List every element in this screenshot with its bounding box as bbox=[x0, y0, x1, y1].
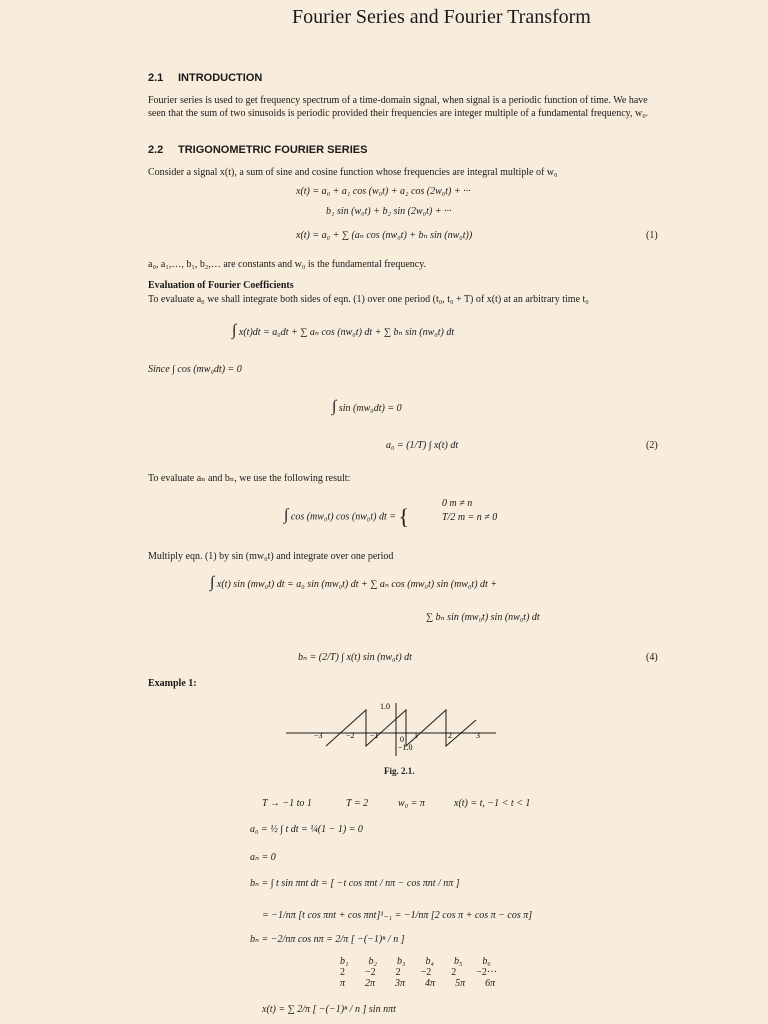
tick-2: 2 bbox=[448, 731, 452, 740]
tick-3: 3 bbox=[476, 731, 480, 740]
constants-note: a₀, a₁,…, b₁, b₂,… are constants and w₀ is the fundamental frequency. bbox=[148, 259, 427, 270]
equation-number-1: (1) bbox=[646, 230, 658, 241]
y-label-top: 1.0 bbox=[380, 702, 390, 711]
integral-equation: ∫ x(t)dt = a₀dt + ∑ aₙ cos (nw₀t) dt + ∑ bₙ sin (nw₀t) dt bbox=[232, 322, 455, 339]
sin-zero-line: ∫ sin (mw₀dt) = 0 bbox=[332, 398, 402, 415]
param-period: T = 2 bbox=[346, 798, 369, 809]
section-heading-intro: 2.1 INTRODUCTION bbox=[148, 72, 263, 84]
intro-paragraph: Fourier series is used to get frequency spectrum of a time-domain signal, when signal is a periodic function of time. We have seen that the sum of two sinusoids is periodic provided their frequencies are integer multiple of a fundamental frequency, w₀. bbox=[148, 95, 649, 119]
sawtooth-figure bbox=[286, 698, 496, 758]
coef-num-1: 2 bbox=[340, 967, 345, 978]
example-an: aₙ = 0 bbox=[250, 852, 276, 863]
example-bn-1: bₙ = ∫ t sin πnt dt = [ −t cos πnt / nπ − cos πnt / nπ ] bbox=[250, 878, 460, 889]
coef-num-2: −2 bbox=[365, 967, 376, 978]
coef-num-5: 2 bbox=[451, 967, 457, 978]
coef-den-1: π bbox=[340, 978, 346, 989]
case-two: T/2 m = n ≠ 0 bbox=[442, 512, 498, 523]
param-period-range: T → −1 to 1 bbox=[262, 798, 312, 809]
coef-num-6: −2··· bbox=[476, 967, 497, 978]
param-frequency: w₀ = π bbox=[398, 798, 425, 809]
coef-den-4: 4π bbox=[425, 978, 436, 989]
evaluation-heading: Evaluation of Fourier Coefficients bbox=[148, 280, 294, 291]
coef-head-5: b₅ bbox=[453, 956, 463, 967]
example-bn-2: = −1/nπ [t cos πnt + cos πnt]¹₋₁ = −1/nπ [2 cos π + cos π − cos π] bbox=[262, 910, 533, 921]
equation-number-2: (2) bbox=[646, 440, 658, 451]
example-bn-3: bₙ = −2/nπ cos nπ = 2/π [ −(−1)ⁿ / n ] bbox=[250, 934, 405, 945]
trig-intro: Consider a signal x(t), a sum of sine and cosine function whose frequencies are integral multiple of w₀ bbox=[148, 167, 558, 178]
bn-equation: bₙ = (2/T) ∫ x(t) sin (nw₀t) dt bbox=[298, 652, 412, 663]
evaluation-paragraph: To evaluate a₀ we shall integrate both sides of eqn. (1) over one period (t₀, t₀ + T) of x(t) at an arbitrary time t₀ bbox=[148, 294, 589, 305]
case-one: 0 m ≠ n bbox=[442, 498, 473, 509]
coef-num-4: −2 bbox=[420, 967, 432, 978]
multiply-equation-2: ∑ bₙ sin (mw₀t) sin (nw₀t) dt bbox=[426, 612, 540, 623]
y-label-bottom: −1.0 bbox=[398, 743, 413, 752]
tick-0: 0 bbox=[400, 735, 404, 744]
to-evaluate-line: To evaluate aₙ and bₙ, we use the following result: bbox=[148, 473, 351, 484]
example-label: Example 1: bbox=[148, 678, 197, 689]
multiply-line: Multiply eqn. (1) by sin (mw₀t) and integrate over one period bbox=[148, 551, 394, 562]
figure-caption: Fig. 2.1. bbox=[384, 766, 415, 776]
param-signal: x(t) = t, −1 < t < 1 bbox=[454, 798, 531, 809]
coef-den-3: 3π bbox=[395, 978, 406, 989]
coefficient-table bbox=[340, 956, 497, 989]
equation-1b: b₁ sin (w₀t) + b₂ sin (2w₀t) + ··· bbox=[326, 206, 452, 217]
a0-equation: a₀ = (1/T) ∫ x(t) dt bbox=[386, 440, 459, 451]
coef-num-3: 2 bbox=[395, 967, 401, 978]
section-heading-trig: 2.2 TRIGONOMETRIC FOURIER SERIES bbox=[148, 144, 368, 156]
final-series: x(t) = ∑ 2/π [ −(−1)ⁿ / n ] sin nπt bbox=[262, 1004, 396, 1015]
tick-neg2: −2 bbox=[346, 731, 355, 740]
equation-number-4: (4) bbox=[646, 652, 658, 663]
coef-head-4: b₄ bbox=[425, 956, 434, 967]
coef-den-6: 6π bbox=[485, 978, 496, 989]
tick-neg3: −3 bbox=[314, 731, 323, 740]
tick-neg1: −1 bbox=[370, 731, 379, 740]
example-a0: a₀ = ½ ∫ t dt = ¼(1 − 1) = 0 bbox=[250, 824, 363, 835]
coef-head-3: b₃ bbox=[396, 956, 406, 967]
coef-head-1: b₁ bbox=[340, 956, 349, 967]
equation-1c: x(t) = a₀ + ∑ (aₙ cos (nw₀t) + bₙ sin (nw₀t)) bbox=[296, 230, 473, 241]
tick-1: 1 bbox=[414, 731, 418, 740]
page-title: Fourier Series and Fourier Transform bbox=[292, 6, 591, 28]
coef-head-6: b₆ bbox=[482, 956, 491, 967]
coef-head-2: b₂ bbox=[368, 956, 377, 967]
coef-den-2: 2π bbox=[365, 978, 376, 989]
multiply-equation-1: ∫ x(t) sin (mw₀t) dt = a₀ sin (mw₀t) dt + ∑ aₙ cos (mw₀t) sin (mw₀t) dt + bbox=[210, 574, 498, 591]
since-line: Since ∫ cos (mw₀dt) = 0 bbox=[148, 364, 242, 375]
coef-den-5: 5π bbox=[455, 978, 466, 989]
orthogonality-equation: ∫ cos (mw₀t) cos (nw₀t) dt = { bbox=[284, 504, 410, 529]
equation-1a: x(t) = a₀ + a₁ cos (w₀t) + a₂ cos (2w₀t) + ··· bbox=[296, 186, 471, 197]
